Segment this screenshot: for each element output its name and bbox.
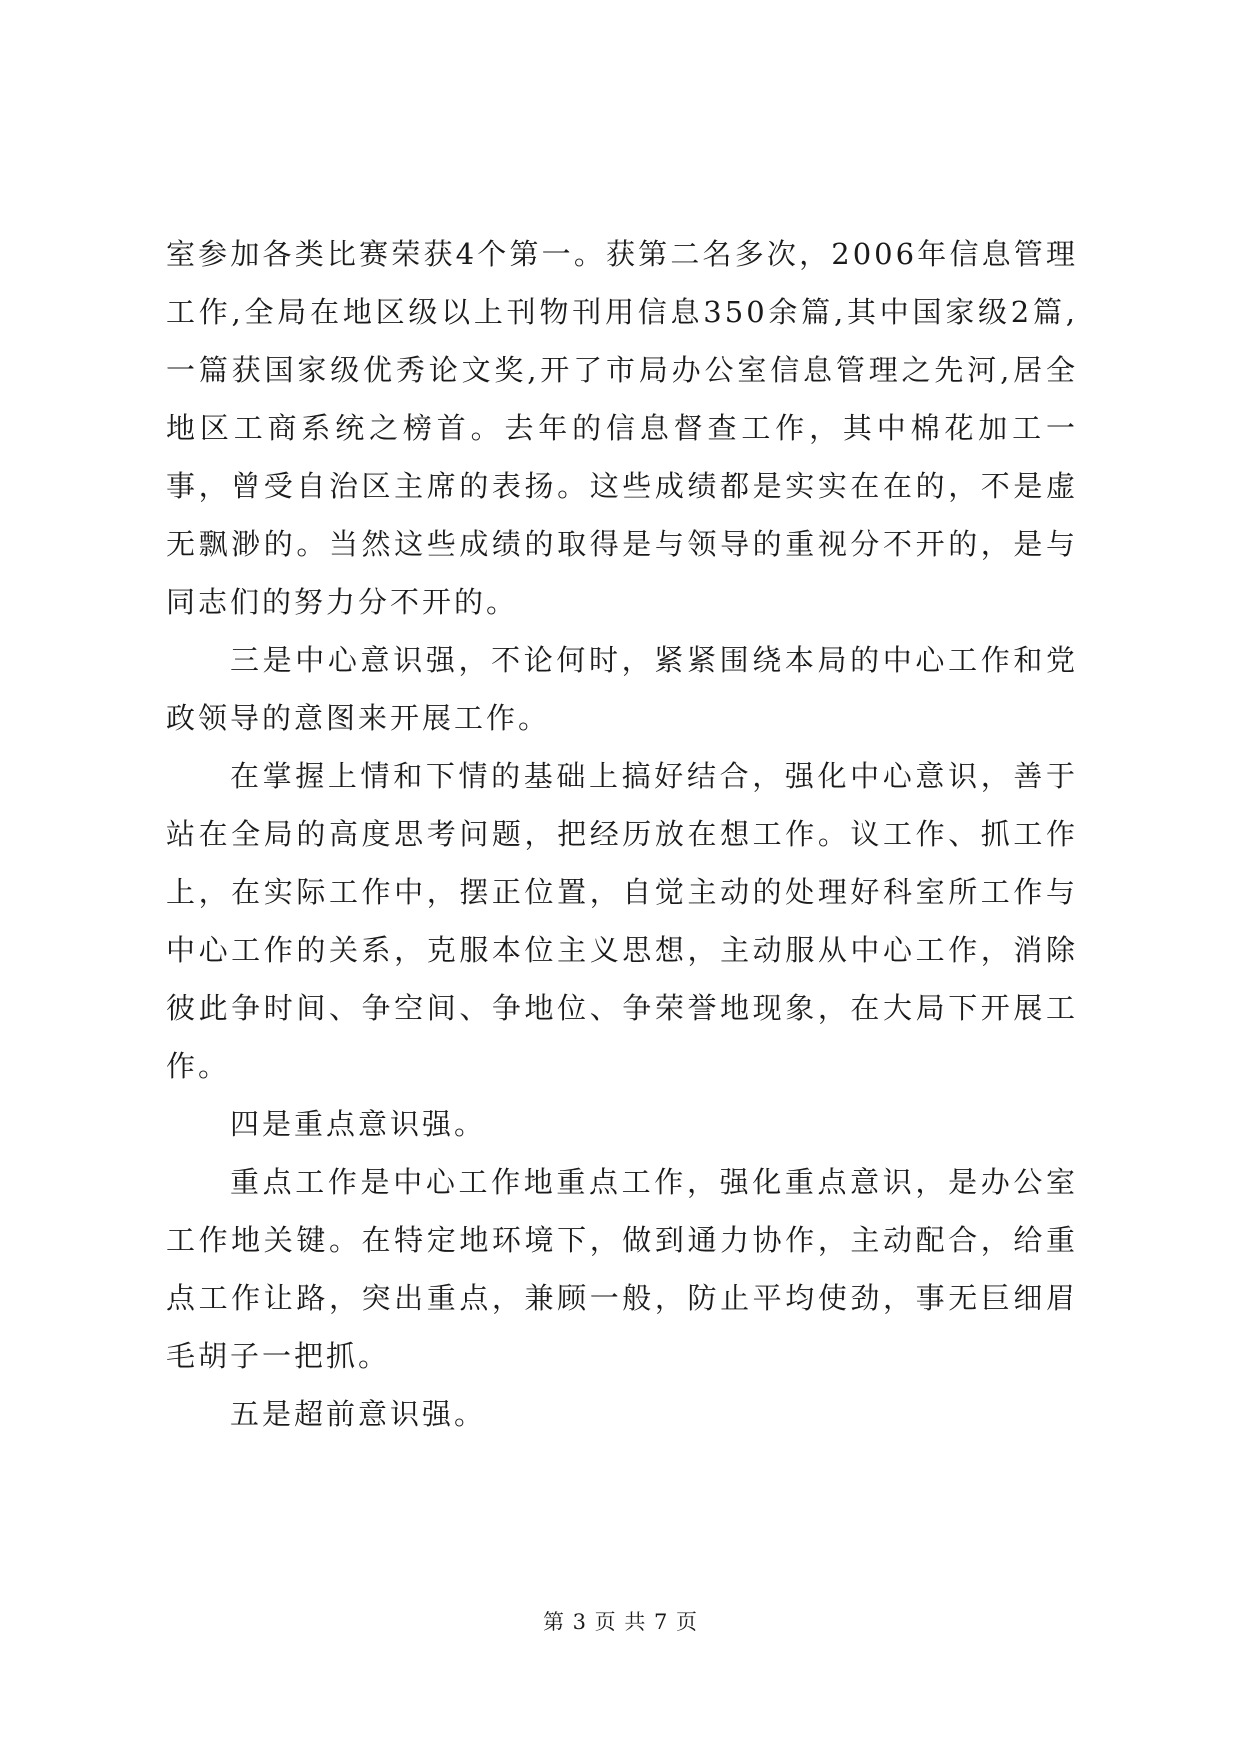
paragraph-key-work: 重点工作是中心工作地重点工作，强化重点意识，是办公室工作地关键。在特定地环境下，做到通力协作，主动配合，给重点工作让路，突出重点，兼顾一般，防止平均使劲，事无巨细眉毛胡子一把抓。 [166, 1165, 1078, 1373]
paragraph-point-three: 三是中心意识强，不论何时，紧紧围绕本局的中心工作和党政领导的意图来开展工作。 [166, 643, 1078, 735]
paragraph-continued: 室参加各类比赛荣获4个第一。获第二名多次，2006年信息管理工作,全局在地区级以上刊物刊用信息350余篇,其中国家级2篇,一篇获国家级优秀论文奖,开了市局办公室信息管理之先河,居全地区工商系统之榜首。去年的信息督查工作，其中棉花加工一事，曾受自治区主席的表扬。这些成绩都是实实在在的，不是虚无飘渺的。当然这些成绩的取得是与领导的重视分不开的，是与同志们的努力分不开的。 [166, 237, 1078, 619]
page-number-footer: 第 3 页 共 7 页 [542, 1610, 699, 1634]
paragraph-central-awareness: 在掌握上情和下情的基础上搞好结合，强化中心意识，善于站在全局的高度思考问题，把经历放在想工作。议工作、抓工作上，在实际工作中，摆正位置，自觉主动的处理好科室所工作与中心工作的关系，克服本位主义思想，主动服从中心工作，消除彼此争时间、争空间、争地位、争荣誉地现象，在大局下开展工作。 [166, 759, 1078, 1083]
document-body [166, 225, 1078, 1443]
paragraph-point-five: 五是超前意识强。 [230, 1397, 487, 1431]
paragraph-point-four: 四是重点意识强。 [230, 1107, 487, 1141]
